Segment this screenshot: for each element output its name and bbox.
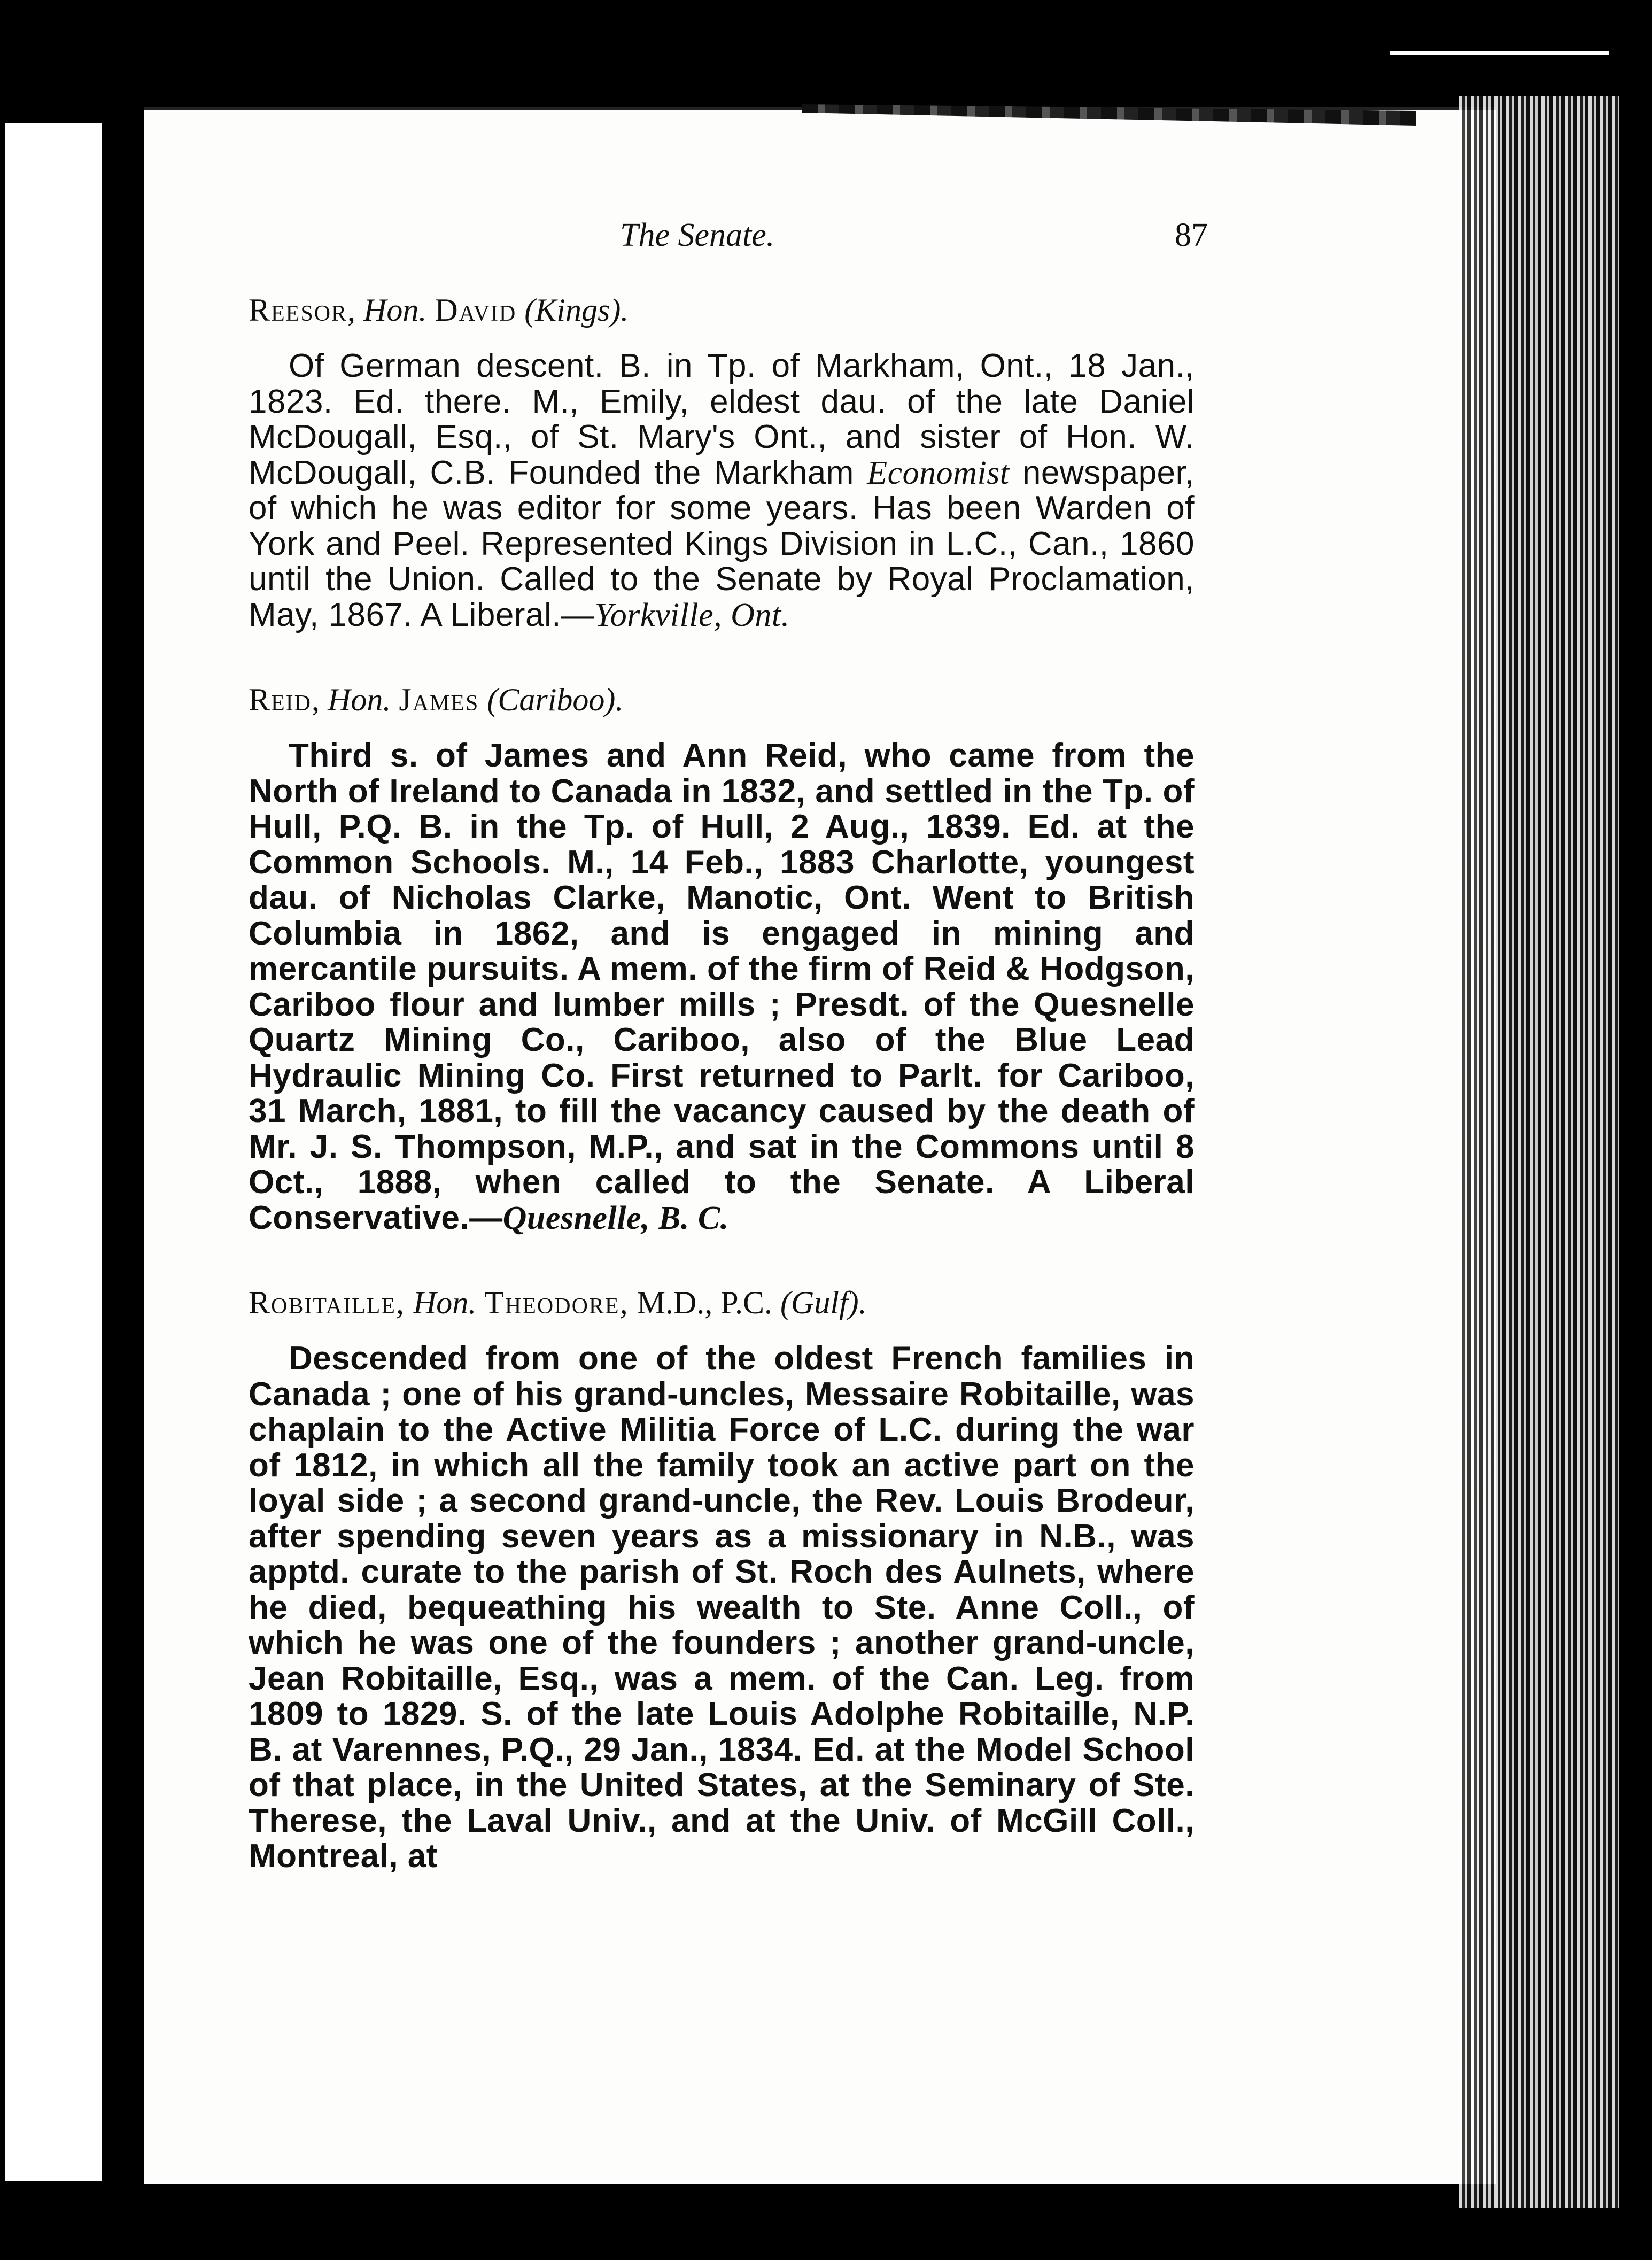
entry-address: Quesnelle, B. C. — [502, 1199, 729, 1236]
entry-heading — [249, 1281, 1195, 1324]
entry-given-name: James — [399, 682, 479, 717]
running-head-title: The Senate. — [620, 217, 775, 253]
entry-heading: Reid, Hon. James (Cariboo). — [249, 682, 624, 717]
entry-address: Yorkville, Ont. — [594, 597, 790, 633]
entry-suffix: M.D., P.C. — [637, 1285, 773, 1320]
entry-body: Descended from one of the oldest French families in Canada ; one of his grand-uncles, Messaire Robitaille, was chaplain to the Active Militia Force of L.C. during the war of 1812, in which all the family took an active part on the loyal side ; a second grand-uncle, the Rev. Louis Brodeur, after spending seven years as a missionary in N.B., was apptd. curate to the parish of St. Roch des Aulnets, where he died, bequeathing his wealth to Ste. Anne Coll., of which he was one of the founders ; another grand-uncle, Jean Robitaille, Esq., was a mem. of the Can. Leg. from 1809 to 1829. S. of the late Louis Adolphe Robitaille, N.P. B. at Varennes, P.Q., 29 Jan., 1834. Ed. at the Model School of that place, in the United States, at the Seminary of Ste. Therese, the Laval Univ., and at the Univ. of McGill Coll., Montreal, at — [249, 1340, 1195, 1875]
entry-honorific: Hon. — [328, 682, 391, 717]
page-number: 87 — [1175, 217, 1208, 253]
entry-surname: Reid — [249, 682, 312, 717]
entry-body — [249, 738, 1195, 1236]
entry-heading: Reesor, Hon. David (Kings). — [249, 292, 629, 328]
entry-given-name: David — [435, 292, 517, 328]
entry-honorific: Hon. — [363, 292, 427, 328]
entry-reesor — [249, 289, 1195, 633]
entry-surname: Robitaille, — [249, 1285, 405, 1320]
entry-riding: (Kings). — [524, 292, 629, 328]
entry-body — [249, 349, 1195, 633]
entry-honorific: Hon. — [413, 1285, 477, 1320]
page-text — [249, 289, 1195, 1920]
entry-given-name: Theodore, — [484, 1285, 629, 1320]
entry-riding: (Cariboo). — [487, 682, 624, 717]
entry-reid — [249, 678, 1195, 1236]
scan-margin-strip — [5, 123, 102, 2181]
entry-surname: Reesor — [249, 292, 348, 328]
entry-riding: (Gulf). — [780, 1285, 867, 1320]
page-fore-edge — [1459, 96, 1619, 2208]
scan-corner-line — [1390, 51, 1609, 55]
entry-robitaille — [249, 1281, 1195, 1875]
running-head — [620, 216, 1208, 265]
entry-body-text: Of German descent. B. in Tp. of Markham, Ont., 18 Jan., 1823. Ed. there. M., Emily, eldest dau. of the late Daniel McDougall, Esq., of St. Mary's Ont., and sister of Hon. W. McDougall, C.B. Founded the Markham — [249, 347, 1195, 491]
newspaper-title: Economist — [867, 454, 1010, 491]
entry-body-text: newspaper, of which he was editor for some years. Has been Warden of York and Peel. Represented Kings Division in L.C., Can., 1860 until the Union. Called to the Senate by Royal Proclamation, May, 1867. A Liberal.— — [249, 454, 1195, 633]
entry-body-text: Third s. of James and Ann Reid, who came from the North of Ireland to Canada in 1832, and settled in the Tp. of Hull, P.Q. B. in the Tp. of Hull, 2 Aug., 1839. Ed. at the Common Schools. M., 14 Feb., 1883 Charlotte, youngest dau. of Nicholas Clarke, Manotic, Ont. Went to British Columbia in 1862, and is engaged in mining and mercantile pursuits. A mem. of the firm of Reid & Hodgson, Cariboo flour and lumber mills ; Presdt. of the Quesnelle Quartz Mining Co., Cariboo, also of the Blue Lead Hydraulic Mining Co. First returned to Parlt. for Cariboo, 31 March, 1881, to fill the vacancy caused by the death of Mr. J. S. Thompson, M.P., and sat in the Commons until 8 Oct., 1888, when called to the Senate. A Liberal Conservative.— — [249, 737, 1195, 1236]
